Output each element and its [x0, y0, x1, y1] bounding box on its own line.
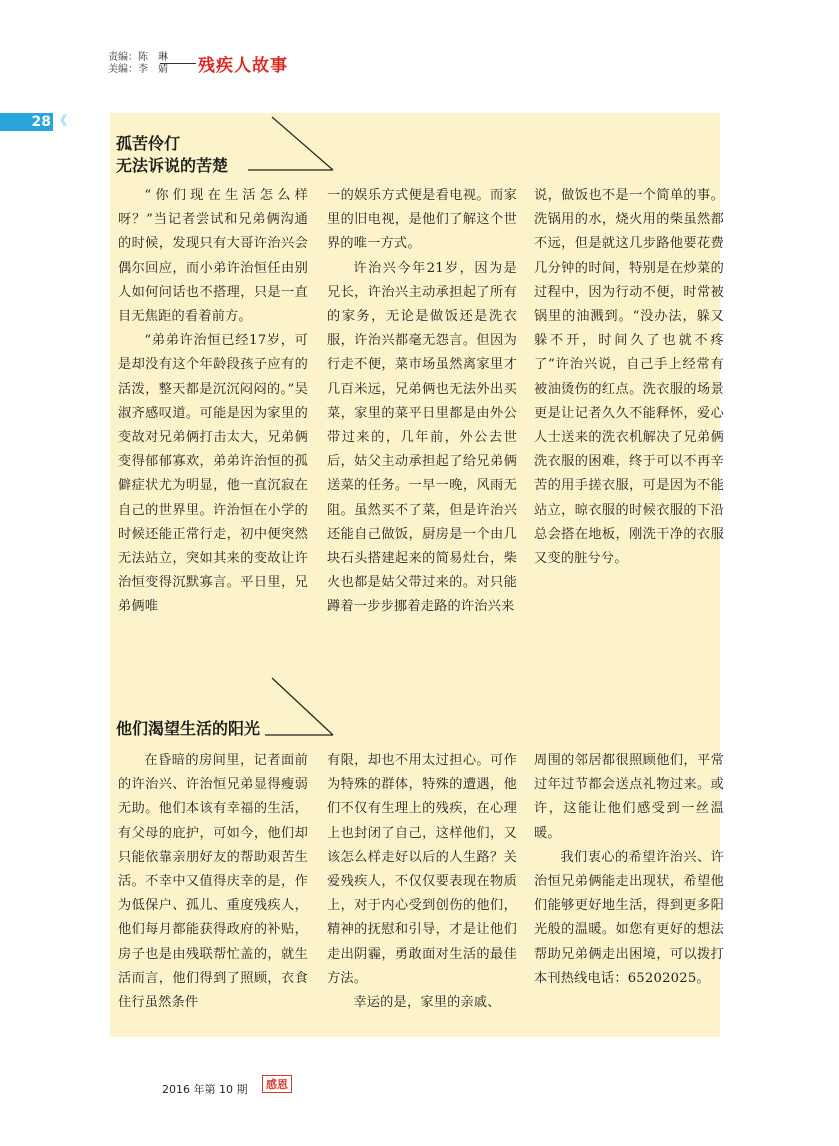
section-1-heading-line2: 无法诉说的苦楚	[116, 156, 229, 175]
paragraph: “你们现在生活怎么样呀？”当记者尝试和兄弟俩沟通的时候，发现只有大哥许治兴会偶尔回应，而小弟许治恒任由别人如何问话也不搭理，只是一直目无焦距的看着前方。	[118, 188, 308, 325]
section-1-column-1	[118, 184, 308, 620]
section-title: 残疾人故事	[198, 56, 288, 76]
magazine-logo: 感恩	[262, 1075, 292, 1093]
paragraph: 说，做饭也不是一个简单的事。洗锅用的水，烧火用的柴虽然都不远，但是就这几步路他要花费几分钟的时间，特别是在炒菜的过程中，因为行动不便，时常被锅里的油溅到。“没办法，躲又躲不开，时间久了也就不疼了”许治兴说，自己手上经常有被油烫伤的红点。洗衣服的场景更是让记者久久不能释怀，爱心人士送来的洗衣机解决了兄弟俩洗衣服的困难，终于可以不再辛苦的用手搓衣服，可是因为不能站立，晾衣服的时候衣服的下沿总会搭在地板，刚洗干净的衣服又变的脏兮兮。	[534, 188, 724, 567]
section-1-column-3	[534, 184, 724, 571]
paragraph: “弟弟许治恒已经17岁，可是却没有这个年龄段孩子应有的活泼，整天都是沉沉闷闷的。”吴淑齐感叹道。可能是因为家里的变故对兄弟俩打击太大，兄弟俩变得郁郁寡欢，弟弟许治恒的孤僻症状尤为明显，他一直沉寂在自己的世界里。许治恒在小学的时候还能正常行走，初中便突然无法站立，突如其来的变故让许治恒变得沉默寡言。平日里，兄弟俩唯	[118, 333, 308, 615]
paragraph: 有限，却也不用太过担心。可作为特殊的群体，特殊的遭遇，他们不仅有生理上的残疾，在心理上也封闭了自己，这样他们，又该怎么样走好以后的人生路？关爱残疾人，不仅仅要表现在物质上，对于内心受到创伤的他们，精神的抚慰和引导，才是让他们走出阴霾，勇敢面对生活的最佳方法。	[327, 753, 517, 986]
section-1-column-2	[327, 184, 517, 620]
section-1-heading	[116, 133, 228, 177]
section-1-heading-line1: 孤苦伶仃	[116, 134, 181, 153]
paragraph: 在昏暗的房间里，记者面前的许治兴、许治恒兄弟显得瘦弱无助。他们本该有幸福的生活，有父母的庇护，可如今，他们却只能依靠亲朋好友的帮助艰苦生活。不幸中又值得庆幸的是，作为低保户、孤儿、重度残疾人，他们每月都能获得政府的补贴，房子也是由残联帮忙盖的，就生活而言，他们得到了照顾，衣食住行虽然条件	[118, 753, 308, 1011]
paragraph: 幸运的是，家里的亲戚、	[353, 995, 501, 1011]
page-chevron: 《	[54, 114, 68, 129]
paragraph: 我们衷心的希望许治兴、许治恒兄弟俩能走出现状，希望他们能够更好地生活，得到更多阳光般的温暖。如您有更好的想法帮助兄弟俩走出困境，可以拨打本刊热线电话：65202025。	[534, 849, 724, 986]
section-2-column-2	[327, 749, 517, 1015]
editor-credit: 责编：陈 琳	[108, 52, 168, 63]
issue-label: 2016 年第 10 期	[162, 1083, 248, 1096]
designer-credit: 美编：李 婧	[108, 64, 168, 75]
section-2-heading: 他们渴望生活的阳光	[116, 719, 261, 738]
section-2-column-1	[118, 749, 308, 1015]
paragraph: 许治兴今年21岁，因为是兄长，许治兴主动承担起了所有的家务，无论是做饭还是洗衣服，许治兴都毫无怨言。但因为行走不便，菜市场虽然离家里才几百米远，兄弟俩也无法外出买菜，家里的菜平日里都是由外公带过来的，几年前，外公去世后，姑父主动承担起了给兄弟俩送菜的任务。一早一晚，风雨无阻。虽然买不了菜，但是许治兴还能自己做饭，厨房是一个由几块石头搭建起来的简易灶台，柴火也都是姑父带过来的。对只能蹲着一步步挪着走路的许治兴来	[327, 260, 517, 615]
paragraph: 周围的邻居都很照顾他们，平常过年过节都会送点礼物过来。或许，这能让他们感受到一丝温暖。	[534, 753, 724, 841]
paragraph: 一的娱乐方式便是看电视。而家里的旧电视，是他们了解这个世界的唯一方式。	[327, 188, 517, 252]
heading-2-deco	[265, 678, 333, 735]
section-2-column-3	[534, 749, 724, 991]
heading-1-deco	[248, 117, 333, 170]
page-number: 28	[0, 113, 53, 131]
